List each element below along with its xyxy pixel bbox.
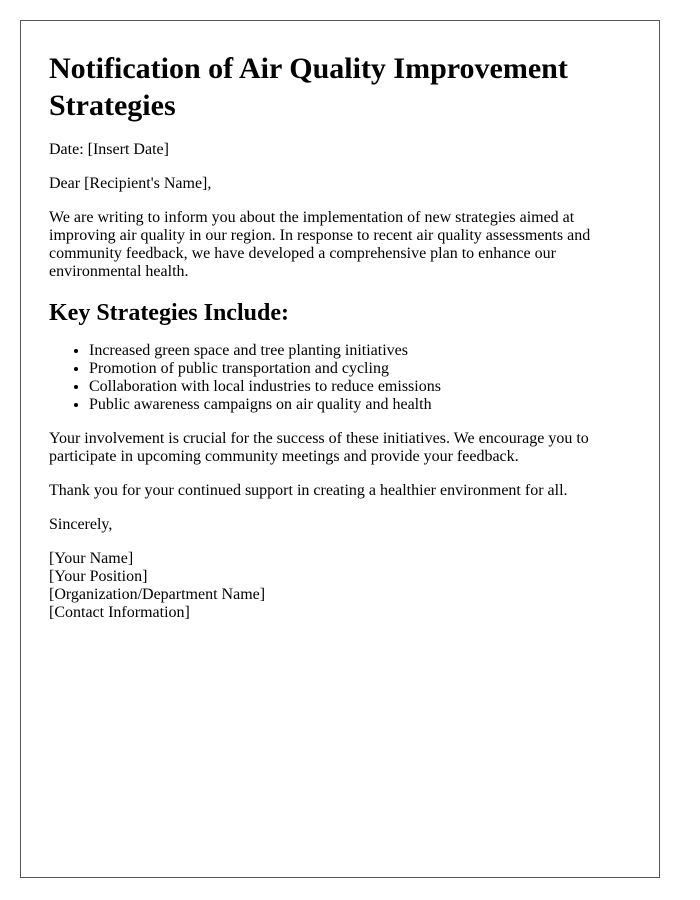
letter-page — [20, 20, 660, 878]
list-item: • Increased green space and tree planting initiatives — [89, 342, 631, 360]
signature-block — [49, 550, 631, 622]
strategies-heading: Key Strategies Include: — [49, 300, 289, 326]
thanks-paragraph: Thank you for your continued support in creating a healthier environment for all. — [49, 482, 568, 499]
list-item: • Promotion of public transportation and cycling — [89, 360, 631, 378]
strategies-list — [49, 342, 631, 414]
signature-name: [Your Name] — [49, 550, 134, 567]
list-item: • Collaboration with local industries to reduce emissions — [89, 378, 631, 396]
letter-title: Notification of Air Quality Improvement Strategies — [49, 52, 568, 122]
involvement-paragraph: Your involvement is crucial for the success of these initiatives. We encourage you to participate in upcoming community meetings and provide your feedback. — [49, 430, 589, 465]
signature-contact: [Contact Information] — [49, 604, 190, 621]
letter-date: Date: [Insert Date] — [49, 141, 169, 158]
list-item: • Public awareness campaigns on air quality and health — [89, 396, 631, 414]
signature-position: [Your Position] — [49, 568, 148, 585]
intro-paragraph: We are writing to inform you about the implementation of new strategies aimed at improving air quality in our region. In response to recent air quality assessments and community feedback, we have developed a comprehensive plan to enhance our environmental health. — [49, 209, 591, 280]
letter-closing: Sincerely, — [49, 516, 113, 533]
letter-greeting: Dear [Recipient's Name], — [49, 175, 212, 192]
signature-organization: [Organization/Department Name] — [49, 586, 266, 603]
